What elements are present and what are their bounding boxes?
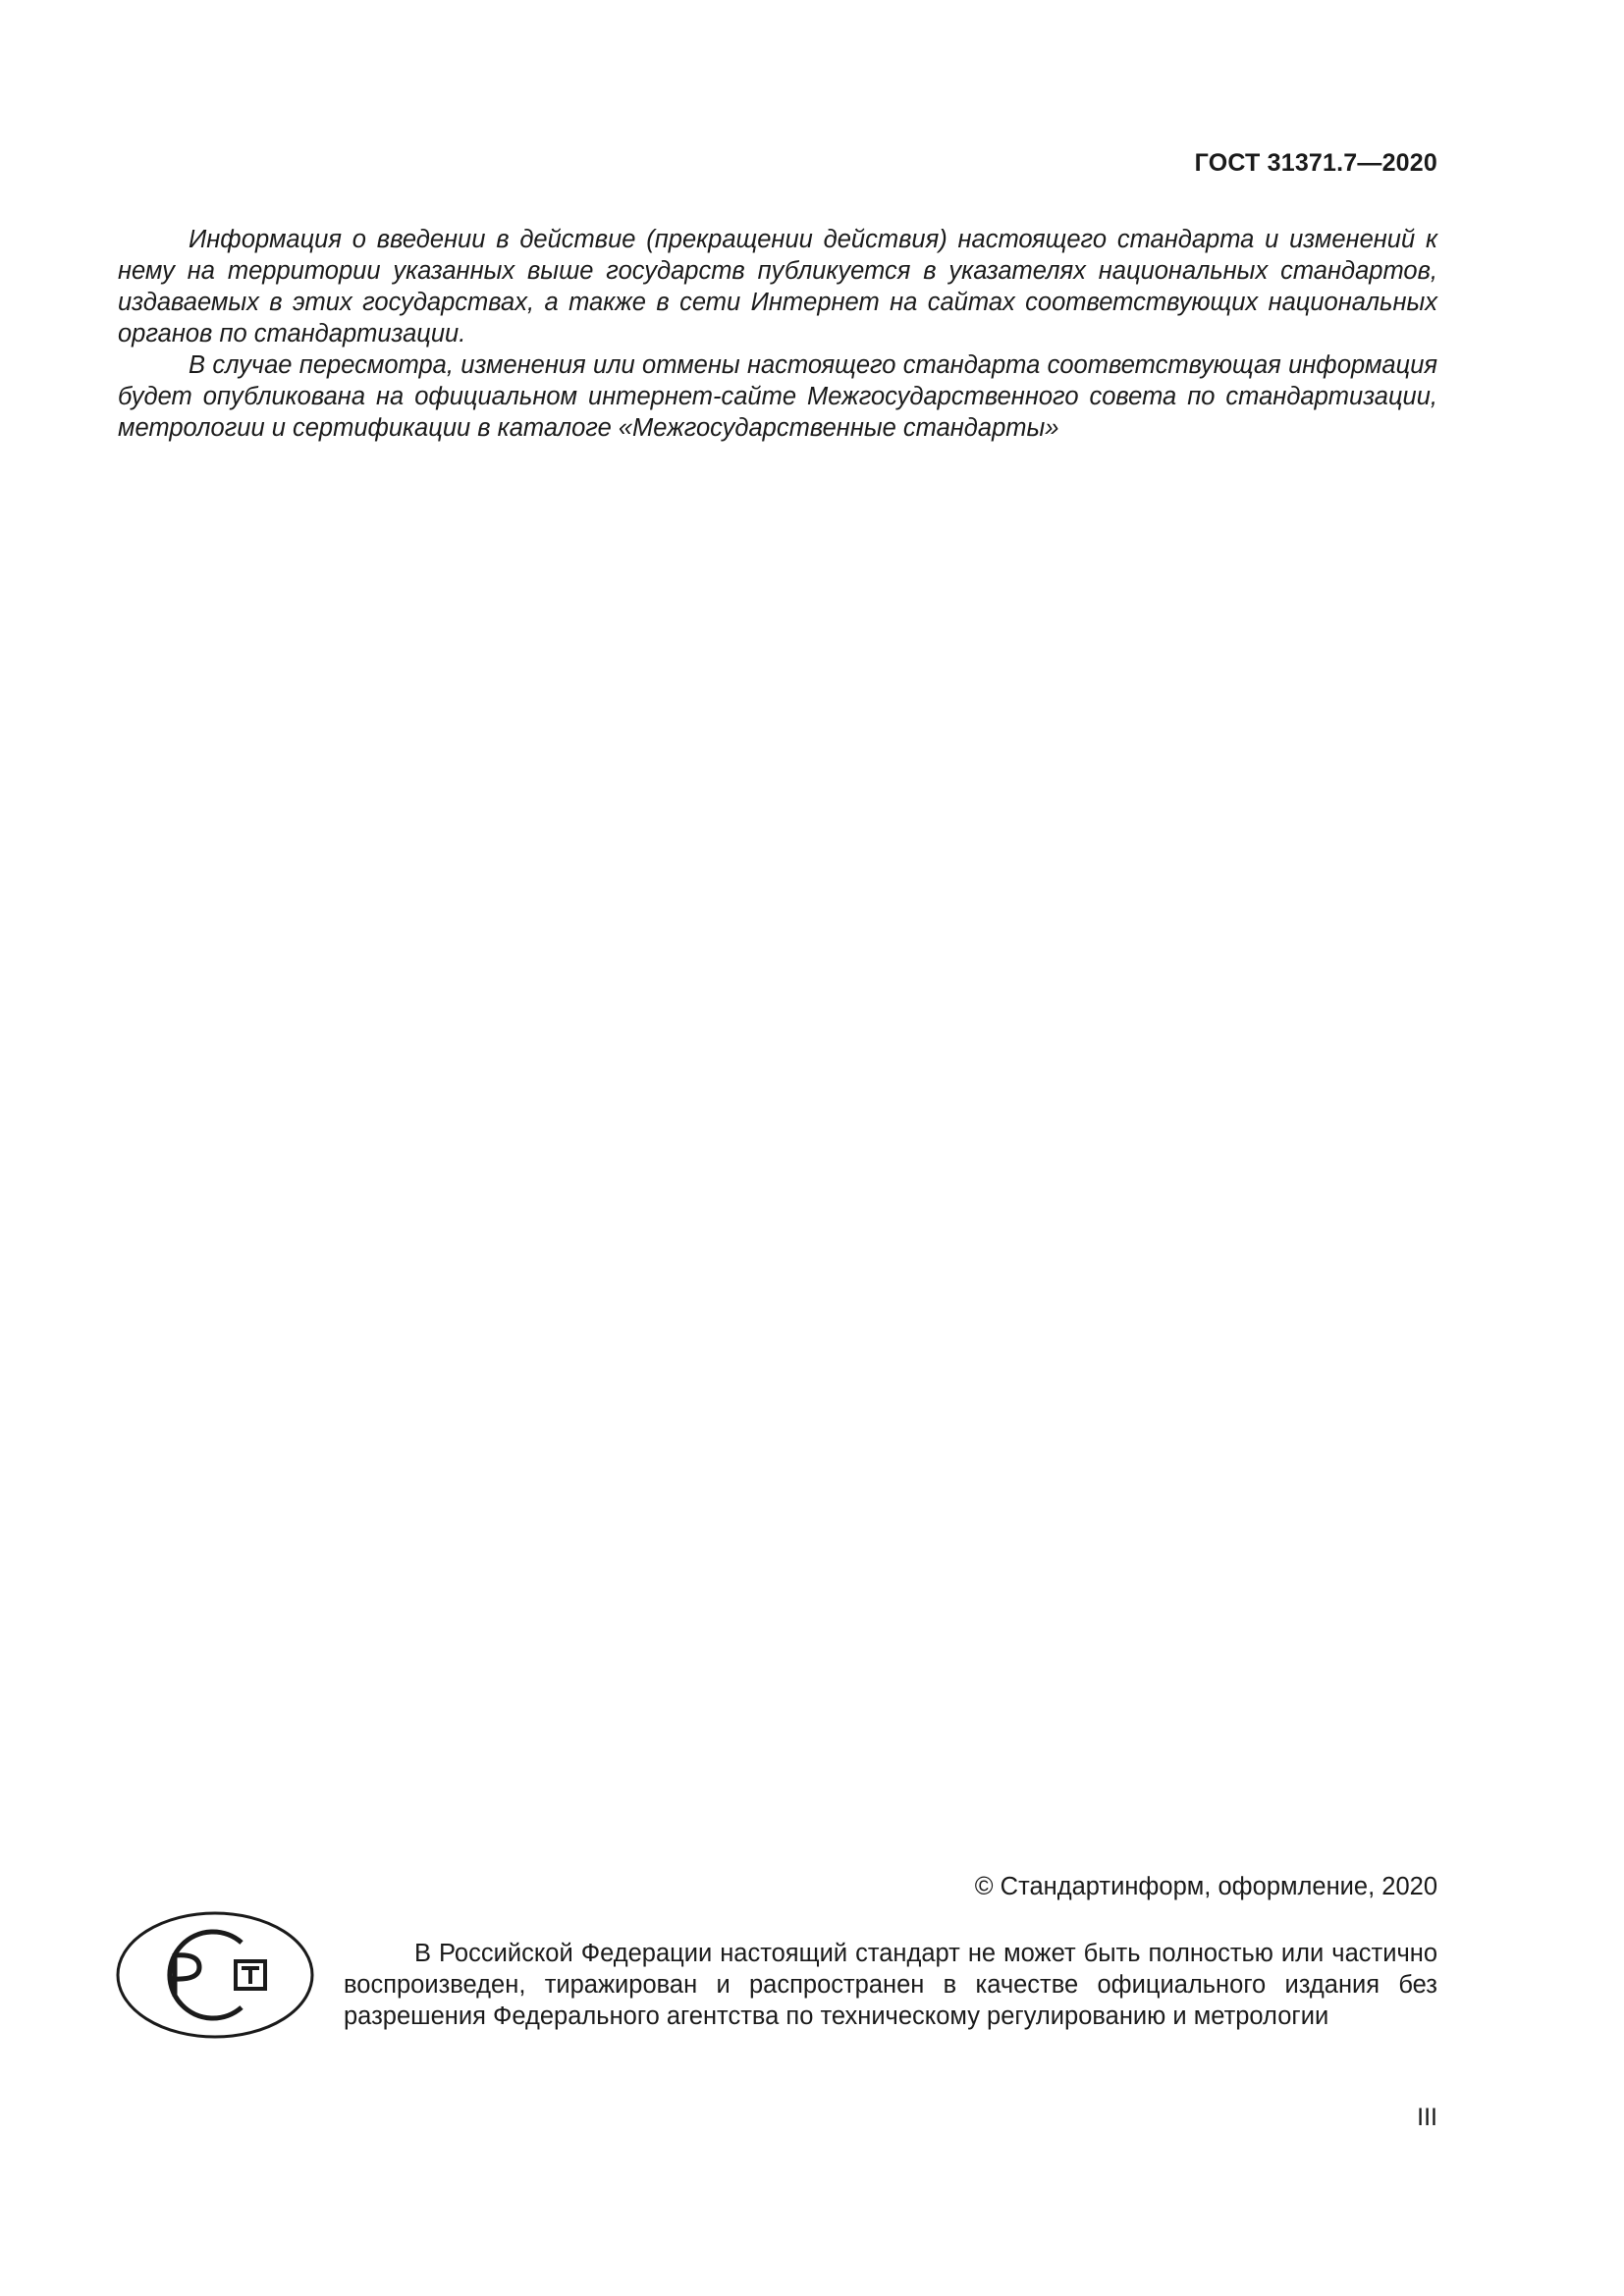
standard-designation: ГОСТ 31371.7—2020 [1194, 149, 1437, 177]
rights-paragraph: В Российской Федерации настоящий стандарт не может быть полностью или частично воспроизведен, тиражирован и распространен в качестве официального издания без разрешения Федерального агентства по техническому регулированию и метрологии [344, 1940, 1437, 2030]
rst-certification-mark-icon [116, 1910, 314, 2040]
page-number: III [1417, 2104, 1437, 2131]
standard-notice [118, 224, 1437, 444]
notice-paragraph-2: В случае пересмотра, изменения или отмены настоящего стандарта соответствующая информация будет опубликована на официальном интернет-сайте Межгосударственного совета по стандартизации, метрологии и сертификации в каталоге «Межгосударственные стандарты» [118, 351, 1437, 442]
copyright-line: © Стандартинформ, оформление, 2020 [974, 1873, 1437, 1900]
rights-notice [344, 1938, 1437, 2032]
notice-paragraph-1: Информация о введении в действие (прекращении действия) настоящего стандарта и изменений к нему на территории указанных выше государств публикуется в указателях национальных стандартов, издаваемых в этих государствах, а также в сети Интернет на сайтах соответствующих национальных органов по стандартизации. [118, 226, 1437, 347]
